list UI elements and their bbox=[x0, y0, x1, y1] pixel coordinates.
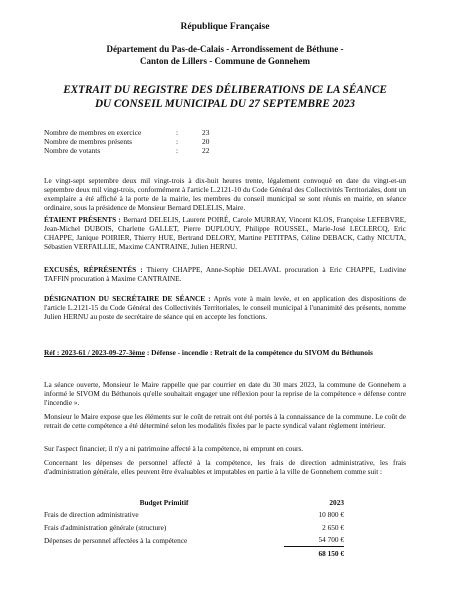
budget-total-row bbox=[44, 547, 344, 560]
member-count-row bbox=[44, 146, 209, 155]
count-value: 20 bbox=[202, 137, 210, 147]
budget-row-amount: 2 650 € bbox=[322, 522, 344, 532]
budget-row-amount: 54 700 € bbox=[318, 535, 344, 545]
budget-row bbox=[44, 509, 344, 522]
department-line-2: Canton de Lillers - Commune de Gonnehem bbox=[139, 55, 310, 66]
budget-header-label: Budget Primitif bbox=[139, 497, 189, 507]
excused-list: Thierry CHAPPE, Anne-Sophie DELAVAL procuration à Eric CHAPPE, Ludivine TAFFIN procuration à Maxime CANTRAINE. bbox=[44, 265, 407, 284]
department-heading bbox=[40, 44, 410, 67]
body-paragraph: La séance ouverte, Monsieur le Maire rappelle que par courrier en date du 30 mars 2023, la commune de Gonnehem a informé le SIVOM du Béthunois qu'elle souhaitait engager une réflexion pour la reprise de la compétence « défense contre l'incendie ». bbox=[44, 380, 406, 408]
department-line-1: Département du Pas-de-Calais - Arrondissement de Béthune - bbox=[106, 44, 344, 54]
secretary-text: Après vote à main levée, et en application des dispositions de l'article L.2121-15 du Code Général des Collectivités Territoriales, le conseil municipal à l'unanimité des présents, nomme Julien HERNU au poste de secrétaire de séance qui en accepte les fonctions. bbox=[44, 294, 406, 322]
budget-row bbox=[44, 521, 344, 534]
budget-header-row bbox=[44, 496, 344, 509]
intro-paragraph: Le vingt-sept septembre deux mil vingt-trois à dix-huit heures trente, légalement convoqué en date du vingt-et-un septembre deux mil vingt-trois, conformément à l'article L.2121-10 du Code Général des Collectivités Territoriales, dont un exemplaire a été affiché à la porte de la mairie, les membres du conseil municipal se sont réunis en mairie, en séance ordinaire, sous la présidence de Monsieur Bernard DELELIS, Maire. bbox=[44, 176, 406, 213]
present-label: ÉTAIENT PRÉSENTS : bbox=[44, 215, 121, 224]
budget-row-label: Frais d'administration générale (structure) bbox=[44, 522, 167, 532]
member-count-row bbox=[44, 137, 209, 146]
secretary-label: DÉSIGNATION DU SECRÉTAIRE DE SÉANCE : bbox=[44, 294, 211, 303]
body-paragraph: Sur l'aspect financier, il n'y a ni patrimoine affecté à la compétence, ni emprunt en cours. bbox=[44, 444, 304, 453]
budget-total-amount: 68 150 € bbox=[284, 547, 344, 560]
body-paragraph: Concernant les dépenses de personnel affecté à la compétence, les frais de direction administrative, les frais d'administration générale, elles peuvent être évaluables et imputables en partie à la ville de Gonnehem comme suit : bbox=[44, 458, 406, 477]
body-paragraph: Monsieur le Maire expose que les éléments sur le coût de retrait ont été portés à la connaissance de la commune. Le coût de retrait de cette compétence a été déterminé selon les modalités fixées par le pacte syndical valant règlement intérieur. bbox=[44, 412, 406, 431]
count-label: Nombre de membres en exercice bbox=[44, 128, 142, 137]
budget-table bbox=[44, 496, 344, 560]
count-separator: : bbox=[176, 128, 179, 137]
count-separator: : bbox=[176, 137, 179, 147]
present-list: Bernard DELELIS, Laurent POIRÉ, Carole MURRAY, Vincent KLOS, Françoise LEFEBVRE, Jean-Michel DUBOIS, Charlette GALLET, Pierre DUPLOUY, Philippe ROUSSEL, Marie-José LECLERCQ, Eric CHAPPE, Janique POIRIER, Thierry HUE, Bertrand DELORY, Martine PETITPAS, Céline DEBACK, Cathy NICUTA, Sébastien VERFAILLIE, Maxime CANTRAINE, Julien HERNU. bbox=[44, 215, 407, 252]
budget-header-year: 2023 bbox=[329, 497, 344, 507]
budget-row bbox=[44, 534, 344, 547]
reference-subject: : Défense - incendie : Retrait de la compétence du SIVOM du Béthunois bbox=[144, 348, 373, 357]
count-label: Nombre de votants bbox=[44, 146, 101, 156]
excused-label: EXCUSÉS, RÉPRÉSENTÉS : bbox=[44, 265, 143, 274]
budget-row-label: Dépenses de personnel affectées à la compétence bbox=[44, 535, 188, 545]
secretary-paragraph bbox=[44, 294, 406, 321]
excused-paragraph bbox=[44, 265, 406, 283]
member-count-row bbox=[44, 128, 209, 137]
count-value: 23 bbox=[202, 128, 210, 137]
budget-row-label: Frais de direction administrative bbox=[44, 510, 139, 520]
document-title bbox=[30, 84, 420, 111]
present-paragraph bbox=[44, 215, 406, 251]
resolution-reference bbox=[44, 348, 406, 357]
count-separator: : bbox=[176, 146, 179, 156]
count-value: 22 bbox=[202, 146, 210, 156]
count-label: Nombre de membres présents bbox=[44, 137, 133, 147]
title-line-2: DU CONSEIL MUNICIPAL DU 27 SEPTEMBRE 2023 bbox=[94, 97, 356, 110]
member-counts bbox=[44, 128, 209, 156]
title-line-1: EXTRAIT DU REGISTRE DES DÉLIBERATIONS DE LA SÉANCE bbox=[63, 84, 387, 96]
budget-total-spacer bbox=[44, 547, 284, 560]
republic-heading: République Française bbox=[180, 22, 270, 32]
budget-row-amount: 10 800 € bbox=[318, 510, 344, 520]
reference-code: Réf : 2023-61 / 2023-09-27-3ème bbox=[44, 348, 145, 357]
